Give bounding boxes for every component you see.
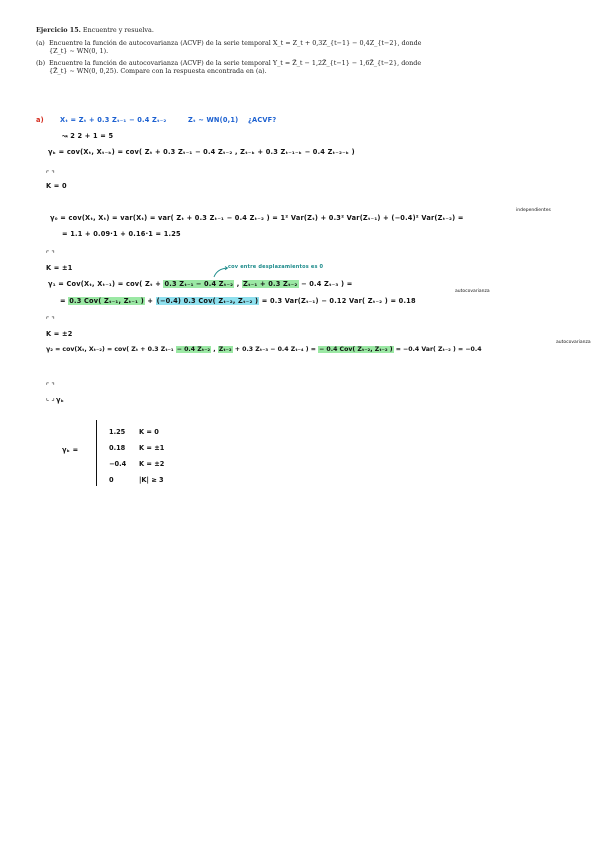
item-text-line2: {Z̃_t} ∼ WN(0, 0,25). Compare con la respuesta encontrada en (a). [49, 66, 267, 75]
text: = [60, 297, 69, 305]
text: + [144, 297, 156, 305]
problem-statement [36, 26, 576, 78]
bracket-top: ⌜ ⌝ [46, 316, 55, 324]
case-k2: K = ±2 [46, 330, 73, 338]
highlight: Zₜ₋₂ [218, 346, 232, 353]
text: , [234, 280, 242, 288]
summary-row [109, 460, 164, 468]
highlight: (−0.4) 0.3 Cov( Zₜ₋₂, Zₜ₋₂ ) [156, 297, 259, 305]
case-k1: K = ±1 [46, 264, 73, 272]
acvf-summary [96, 420, 207, 486]
text: γ₁ = Cov(Xₜ, Xₜ₋₁) = cov( Zₜ + [48, 280, 164, 288]
text: γ₂ = cov(Xₜ, Xₜ₋₂) = cov( Zₜ + 0.3 Zₜ₋₁ [46, 346, 176, 353]
order-note: ↝ 2 2 + 1 = 5 [62, 132, 114, 140]
summary-row [109, 444, 164, 452]
summary-value: 1.25 [109, 428, 126, 436]
summary-cond: K = ±1 [139, 444, 165, 452]
item-text-line1: Encuentre la función de autocovarianza (ACVF) de la serie temporal X_t = Z_t + 0,3Z_{t−1} − 0,4Z_{t−2}, donde [49, 39, 422, 48]
gamma1-line1 [48, 280, 352, 288]
autocov-note: autocovarianza [455, 289, 490, 294]
bracket-top: ⌜ ⌝ [46, 382, 55, 390]
model-equation: Xₜ = Zₜ + 0.3 Zₜ₋₁ − 0.4 Zₜ₋₂ [60, 116, 167, 124]
summary-label: γₖ = [62, 446, 79, 454]
problem-header [36, 26, 576, 34]
autocov-note: autocovarianza [556, 340, 591, 345]
item-text-line1: Encuentre la función de autocovarianza (ACVF) de la serie temporal Y_t = Z̃_t − 1,2Z̃_{t−1} − 1,6Z̃_{t−2}, donde [49, 58, 422, 67]
bracket-top: ⌜ ⌝ [46, 170, 55, 178]
exercise-title: Ejercicio 15. [36, 26, 81, 34]
problem-item-a [36, 39, 576, 55]
item-label: (b) [36, 58, 46, 67]
cov-note: cov entre desplazamientos es 0 [228, 264, 324, 270]
gamma0-line2: = 1.1 + 0.09·1 + 0.16·1 = 1.25 [62, 230, 181, 238]
problem-item-b [36, 59, 576, 75]
exercise-subtitle: Encuentre y resuelva. [82, 26, 154, 34]
bracket-bottom: ⌞ ⌟ [46, 394, 55, 402]
item-label: (a) [36, 39, 45, 48]
text: = 0.3 Var(Zₜ₋₁) − 0.12 Var( Zₜ₋₂ ) = 0.18 [259, 297, 416, 305]
text: = −0.4 Var( Zₜ₋₂ ) = −0.4 [393, 346, 482, 353]
summary-value: 0.18 [109, 444, 126, 452]
case-gk: γₖ [56, 396, 65, 404]
summary-cond: |K| ≥ 3 [139, 476, 164, 484]
text: − 0.4 Zₜ₋₃ ) = [298, 280, 353, 288]
summary-value: −0.4 [109, 460, 127, 468]
highlight: Zₜ₋₁ + 0.3 Zₜ₋₂ [242, 280, 298, 288]
highlight: − 0.4 Zₜ₋₂ [176, 346, 211, 353]
case-k0: K = 0 [46, 182, 67, 190]
highlight: − 0.4 Zₜ₋₂ [195, 280, 234, 288]
acvf-question: ¿ACVF? [248, 116, 277, 124]
summary-cond: K = 0 [139, 428, 159, 436]
summary-row [109, 476, 164, 484]
summary-row [109, 428, 159, 436]
highlight: 0.3 Cov( Zₜ₋₁, Zₜ₋₁ ) [69, 297, 144, 305]
gamma1-line2 [60, 297, 416, 305]
summary-value: 0 [109, 476, 114, 484]
gamma-k-definition: γₖ = cov(Xₜ, Xₜ₋ₖ) = cov( Zₜ + 0.3 Zₜ₋₁ − 0.4 Zₜ₋₂ , Zₜ₋ₖ + 0.3 Zₜ₋₁₋ₖ − 0.4 Zₜ₋₂₋ₖ ) [48, 148, 355, 156]
independence-note: independientes [516, 208, 551, 213]
text: , [211, 346, 218, 353]
arrow-icon [213, 266, 229, 278]
text: + 0.3 Zₜ₋₃ − 0.4 Zₜ₋₄ ) = [232, 346, 319, 353]
item-text-line2: {Z_t} ∼ WN(0, 1). [49, 47, 109, 56]
bracket-top: ⌜ ⌝ [46, 250, 55, 258]
gamma0-line1: γ₀ = cov(Xₜ, Xₜ) = var(Xₜ) = var( Zₜ + 0.3 Zₜ₋₁ − 0.4 Zₜ₋₂ ) = 1² Var(Zₜ) + 0.3² Var(Zₜ₋₁) + (−0.4)² Var(Zₜ₋₂) = [50, 214, 464, 222]
gamma2-line [46, 346, 482, 353]
highlight: − 0.4 Cov( Zₜ₋₂, Zₜ₋₂ ) [319, 346, 393, 353]
noise-spec: Zₜ ~ WN(0,1) [188, 116, 239, 124]
highlight: 0.3 Zₜ₋₁ [164, 280, 194, 288]
summary-cond: K = ±2 [139, 460, 165, 468]
part-a-label: a) [36, 116, 44, 124]
